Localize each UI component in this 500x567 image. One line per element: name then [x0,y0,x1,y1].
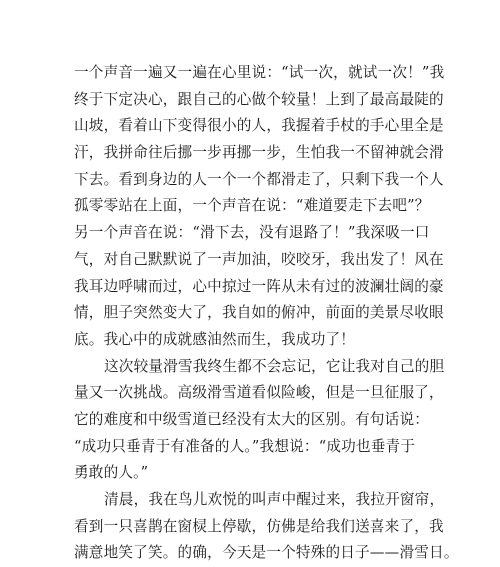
text-line-9: 我耳边呼啸而过，心中掠过一阵从未有过的波澜壮阔的豪 [74,277,444,295]
text-line-10: 情，胆子突然变大了，我自如的俯冲，前面的美景尽收眼 [74,304,444,322]
text-line-11: 底。我心中的成就感油然而生，我成功了！ [74,330,356,348]
text-line-5: 下去。看到身边的人一个一个都滑走了，只剩下我一个人 [74,170,444,188]
text-line-15: “成功只垂青于有准备的人。”我想说：“成功也垂青于 [74,437,416,455]
text-line-19: 满意地笑了笑。的确，今天是一个特殊的日子——滑雪日。 [74,544,459,562]
text-line-2: 终于下定决心，跟自己的心做个较量！上到了最高最陡的 [74,90,444,108]
text-line-1: 一个声音一遍又一遍在心里说：“试一次，就试一次！”我 [74,64,445,81]
text-line-17: 清晨，我在鸟儿欢悦的叫声中醒过来，我拉开窗帘， [104,491,445,508]
text-line-7: 另一个声音在说：“滑下去，没有退路了！”我深吸一口 [74,224,430,242]
text-line-12: 这次较量滑雪我终生都不会忘记，它让我对自己的胆 [104,357,445,375]
text-line-16: 勇敢的人。” [74,464,149,482]
text-line-8: 气，对自己默默说了一声加油，咬咬牙，我出发了！风在 [74,250,444,268]
text-line-4: 汗，我拼命往后挪一步再挪一步，生怕我一不留神就会滑 [74,144,444,162]
text-line-14: 它的难度和中级雪道已经没有太大的区别。有句话说： [74,410,430,428]
text-line-13: 量又一次挑战。高级滑雪道看似险峻，但是一旦征服了， [74,384,444,402]
text-line-18: 看到一只喜鹊在窗棂上停歇，仿佛是给我们送喜来了，我 [74,517,444,535]
text-line-3: 山坡，看着山下变得很小的人，我握着手杖的手心里全是 [74,117,444,135]
text-line-6: 孤零零站在上面，一个声音在说：“难道要走下去吧”？ [74,197,430,215]
essay-text [74,60,459,567]
